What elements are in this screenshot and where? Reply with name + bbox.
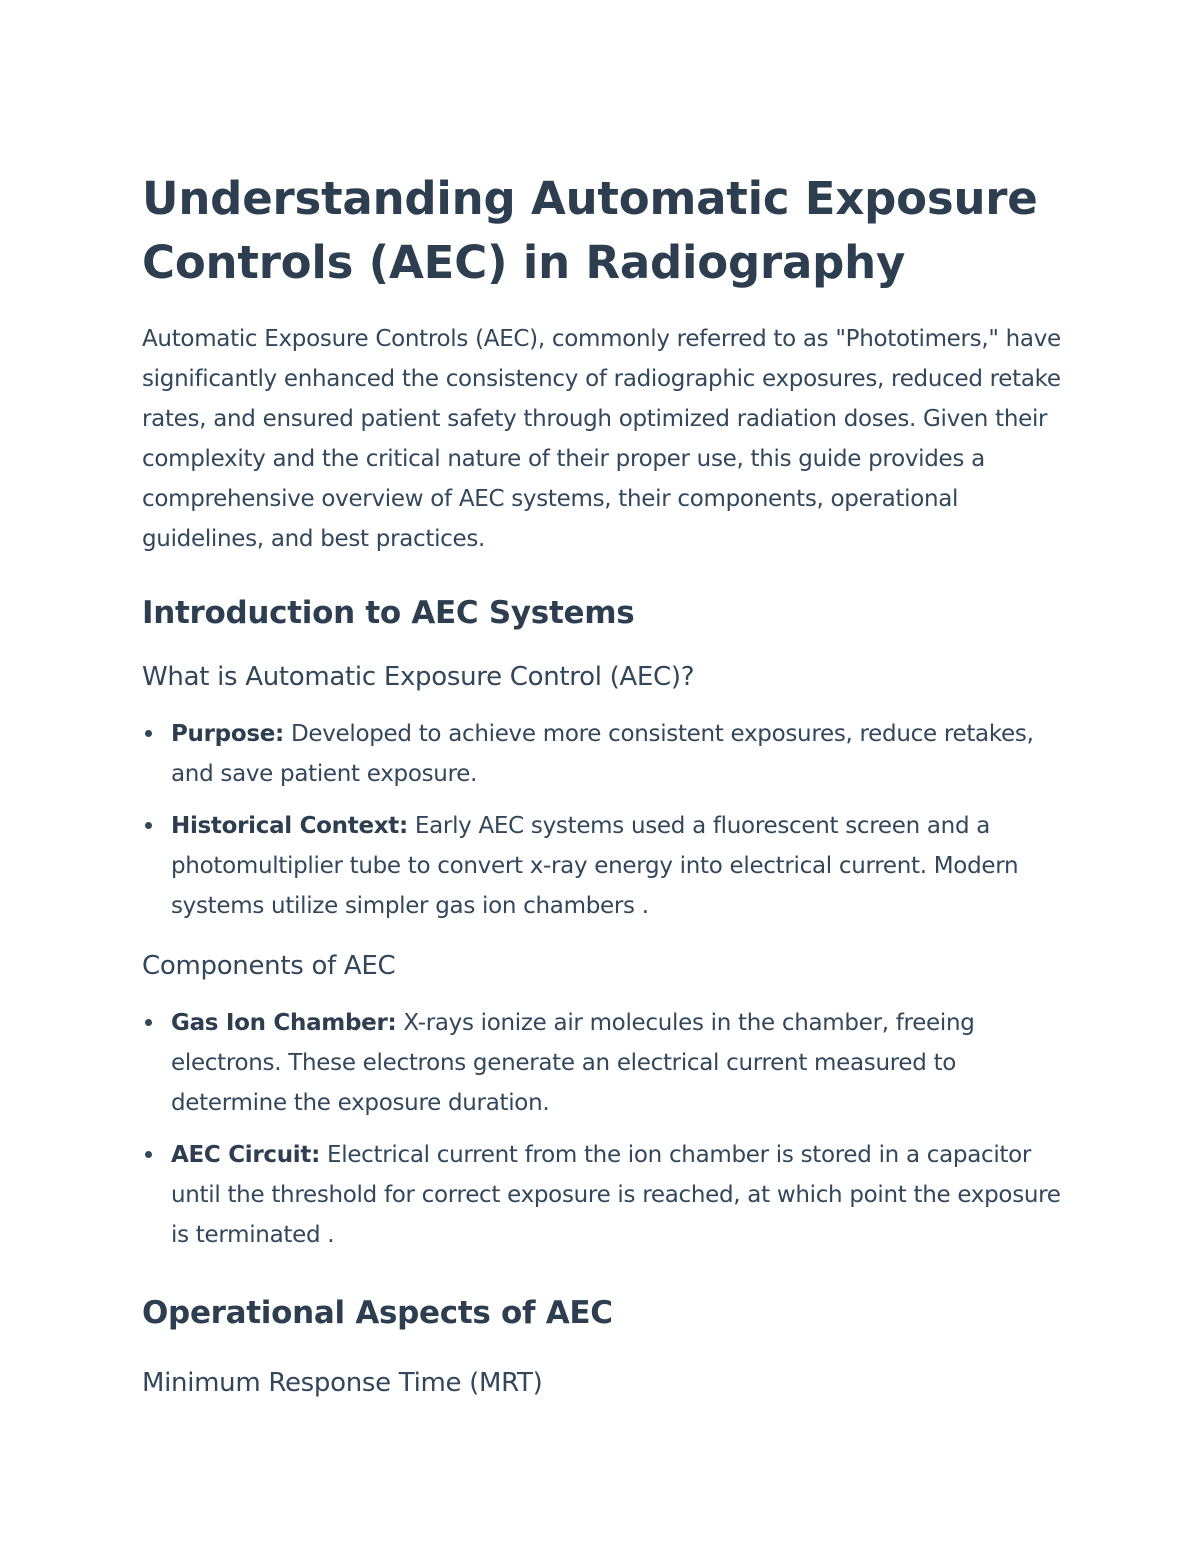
list-item-term: Purpose:	[171, 721, 284, 747]
bullet-icon	[145, 1151, 152, 1158]
list-item	[142, 806, 1072, 926]
list-item-term: AEC Circuit:	[171, 1142, 320, 1168]
document-content	[142, 167, 1072, 1403]
list-item-text: Developed to achieve more consistent exposures, reduce retakes, and save patient exposure.	[171, 721, 1034, 787]
page-title: Understanding Automatic Exposure Controls (AEC) in Radiography	[142, 172, 1038, 289]
subsection-heading-components: Components of AEC	[142, 951, 396, 981]
subsection-heading-what-is-aec: What is Automatic Exposure Control (AEC)?	[142, 662, 695, 692]
bullet-list-components	[142, 1003, 1072, 1255]
list-item-text: X-rays ionize air molecules in the chamber, freeing electrons. These electrons generate an electrical current measured to determine the exposure duration.	[171, 1010, 975, 1116]
bullet-icon	[145, 730, 152, 737]
list-item	[142, 1003, 1072, 1123]
bullet-list-what-is-aec	[142, 714, 1072, 926]
intro-paragraph: Automatic Exposure Controls (AEC), commonly referred to as "Phototimers," have significantly enhanced the consistency of radiographic exposures, reduced retake rates, and ensured patient safety through optimized radiation doses. Given their complexity and the critical nature of their proper use, this guide provides a comprehensive overview of AEC systems, their components, operational guidelines, and best practices.	[142, 326, 1061, 552]
list-item-term: Gas Ion Chamber:	[171, 1010, 397, 1036]
bullet-icon	[145, 822, 152, 829]
list-item-text: Electrical current from the ion chamber is stored in a capacitor until the threshold for correct exposure is reached, at which point the exposure is terminated .	[171, 1142, 1061, 1248]
subsection-heading-minimum-response-time: Minimum Response Time (MRT)	[142, 1368, 543, 1398]
list-item	[142, 1135, 1072, 1255]
list-item	[142, 714, 1072, 794]
section-heading-introduction: Introduction to AEC Systems	[142, 595, 635, 631]
list-item-term: Historical Context:	[171, 813, 408, 839]
section-heading-operational-aspects: Operational Aspects of AEC	[142, 1295, 613, 1331]
bullet-icon	[145, 1019, 152, 1026]
list-item-text: Early AEC systems used a fluorescent screen and a photomultiplier tube to convert x-ray energy into electrical current. Modern systems utilize simpler gas ion chambers .	[171, 813, 1019, 919]
